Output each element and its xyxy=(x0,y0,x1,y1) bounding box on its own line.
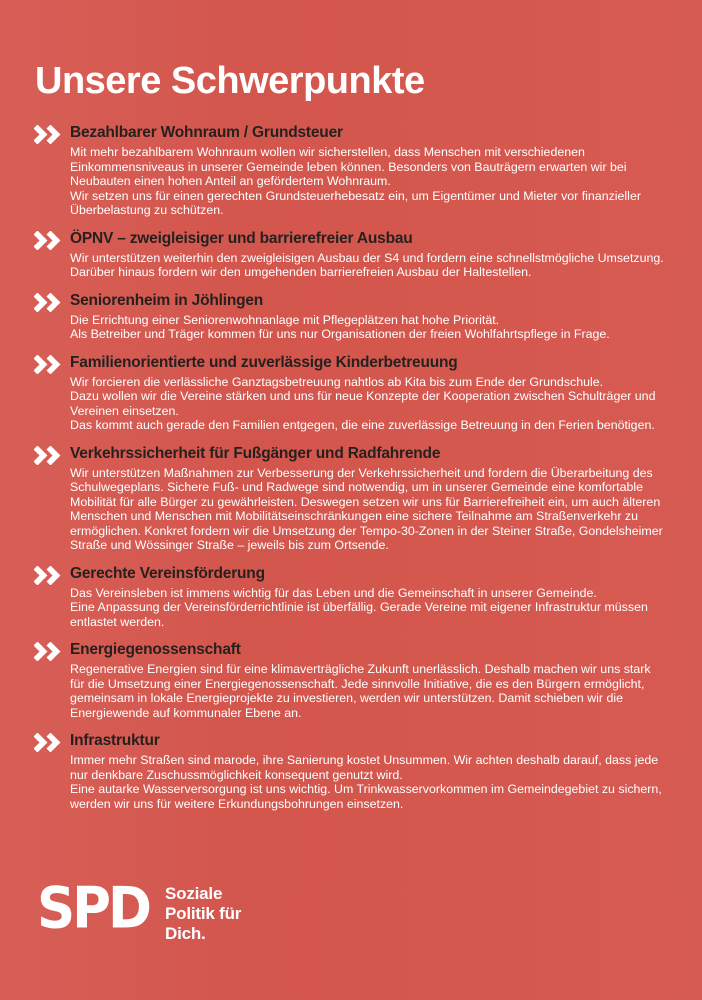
section-heading: Seniorenheim in Jöhlingen xyxy=(70,291,264,309)
section-heading: Gerechte Vereinsförderung xyxy=(70,564,265,582)
section xyxy=(34,292,668,342)
section-paragraph: Das Vereinsleben ist immens wichtig für das Leben und die Gemeinschaft in unserer Gemeinde. xyxy=(70,585,597,600)
section-paragraph: Mit mehr bezahlbarem Wohnraum wollen wir sicherstellen, dass Menschen mit verschiedenen Einkommensniveaus in unserer Gemeinde leben können. Besonders von Bauträgern erwarten wir bei Neubauten einen hohen Anteil an gefördertem Wohnraum. xyxy=(70,145,627,188)
spd-tagline-line: Soziale xyxy=(165,884,223,903)
double-chevron-right-icon xyxy=(34,566,64,585)
section-body xyxy=(70,230,668,280)
section-paragraphs xyxy=(70,313,668,342)
double-chevron-right-icon xyxy=(34,125,64,144)
section-paragraphs xyxy=(70,145,668,218)
section-body xyxy=(70,445,668,553)
section xyxy=(34,124,668,218)
page-title: Unsere Schwerpunkte xyxy=(35,60,425,102)
section xyxy=(34,732,668,811)
section-paragraph: Als Betreiber und Träger kommen für uns nur Organisationen der freien Wohlfahrtspflege in Frage. xyxy=(70,327,610,341)
section-paragraphs xyxy=(70,251,668,280)
section-paragraphs xyxy=(70,466,668,553)
section-body xyxy=(70,565,668,630)
spd-tagline-line: Dich. xyxy=(165,924,206,943)
section xyxy=(34,565,668,630)
section-body xyxy=(70,732,668,811)
section-heading: Infrastruktur xyxy=(70,732,160,749)
double-chevron-right-icon xyxy=(34,642,64,661)
spd-tagline xyxy=(165,878,241,944)
section xyxy=(34,641,668,720)
section-paragraph: Regenerative Energien sind für eine klimaverträgliche Zukunft unerlässlich. Deshalb machen wir uns stark für die Umsetzung einer Energiegenossenschaft. Jede sinnvolle Initiative, die es den Bürgern ermöglicht, gemeinsam in lokale Energieprojekte zu investieren, werden wir unterstützen. Damit schieben wir die Energiewende auf kommunaler Ebene an. xyxy=(70,662,651,720)
section-paragraphs xyxy=(70,753,668,811)
section-body xyxy=(70,124,668,218)
section-paragraph: Immer mehr Straßen sind marode, ihre Sanierung kostet Unsummen. Wir achten deshalb darauf, dass jede nur denkbare Zuschussmöglichkeit konsequent genutzt wird. xyxy=(70,753,659,782)
spd-tagline-line: Politik für xyxy=(165,904,242,923)
double-chevron-right-icon xyxy=(34,293,64,312)
section-paragraph: Eine autarke Wasserversorgung ist uns wichtig. Um Trinkwasservorkommen im Gemeindegebiet zu sichern, werden wir uns für weitere Erkundungsbohrungen einsetzen. xyxy=(70,782,662,811)
section-paragraphs xyxy=(70,662,668,720)
section-body xyxy=(70,641,668,720)
section-paragraph: Wir unterstützen weiterhin den zweigleisigen Ausbau der S4 und fordern eine schnellstmögliche Umsetzung. Darüber hinaus fordern wir den umgehenden barrierefreien Ausbau der Haltestellen. xyxy=(70,250,664,279)
spd-wordmark: SPD xyxy=(37,875,150,942)
section-paragraph: Wir unterstützen Maßnahmen zur Verbesserung der Verkehrssicherheit und fordern die Überarbeitung des Schulwegeplans. Sichere Fuß- und Radwege sind notwendig, um in unserer Gemeinde eine komfortable Mobilität für alle Bürger zu gewährleisten. Deswegen setzen wir uns für Barrierefreiheit ein, um auch älteren Menschen und Menschen mit Mobilitätseinschränkungen eine sichere Teilnahme am Straßenverkehr zu ermöglichen. Konkret fordern wir die Umsetzung der Tempo-30-Zonen in der Steiner Straße, Gondelsheimer Straße und Wössinger Straße – jeweils bis zum Ortsende. xyxy=(70,465,663,552)
section-heading: ÖPNV – zweigleisiger und barrierefreier Ausbau xyxy=(70,229,413,247)
section-paragraph: Wir setzen uns für einen gerechten Grundsteuerhebesatz ein, um Eigentümer und Mieter vor finanzieller Überbelastung zu schützen. xyxy=(70,188,641,217)
section-heading: Verkehrssicherheit für Fußgänger und Radfahrende xyxy=(70,444,441,462)
section-body xyxy=(70,292,668,342)
section-paragraph: Wir forcieren die verlässliche Ganztagsbetreuung nahtlos ab Kita bis zum Ende der Grundschule. xyxy=(70,374,604,389)
section-paragraphs xyxy=(70,586,668,630)
section xyxy=(34,354,668,433)
section-heading: Bezahlbarer Wohnraum / Grundsteuer xyxy=(70,124,343,141)
section-paragraphs xyxy=(70,375,668,433)
double-chevron-right-icon xyxy=(34,355,64,374)
section-heading: Familienorientierte und zuverlässige Kinderbetreuung xyxy=(70,353,458,371)
section xyxy=(34,445,668,553)
section-paragraph: Das kommt auch gerade den Familien entgegen, die eine zuverlässige Betreuung in den Ferien benötigen. xyxy=(70,418,655,432)
section xyxy=(34,230,668,280)
section-paragraph: Die Errichtung einer Seniorenwohnanlage mit Pflegeplätzen hat hohe Priorität. xyxy=(70,312,500,327)
section-paragraph: Dazu wollen wir die Vereine stärken und uns für neue Konzepte der Kooperation zwischen Schulträger und Vereinen einsetzen. xyxy=(70,389,656,418)
section-body xyxy=(70,354,668,433)
spd-logo xyxy=(37,875,242,944)
double-chevron-right-icon xyxy=(34,231,64,250)
double-chevron-right-icon xyxy=(34,733,64,752)
double-chevron-right-icon xyxy=(34,446,64,465)
section-paragraph: Eine Anpassung der Vereinsförderrichtlinie ist überfällig. Gerade Vereine mit eigener Infrastruktur müssen entlastet werden. xyxy=(70,600,648,629)
sections xyxy=(34,124,668,823)
section-heading: Energiegenossenschaft xyxy=(70,641,241,658)
